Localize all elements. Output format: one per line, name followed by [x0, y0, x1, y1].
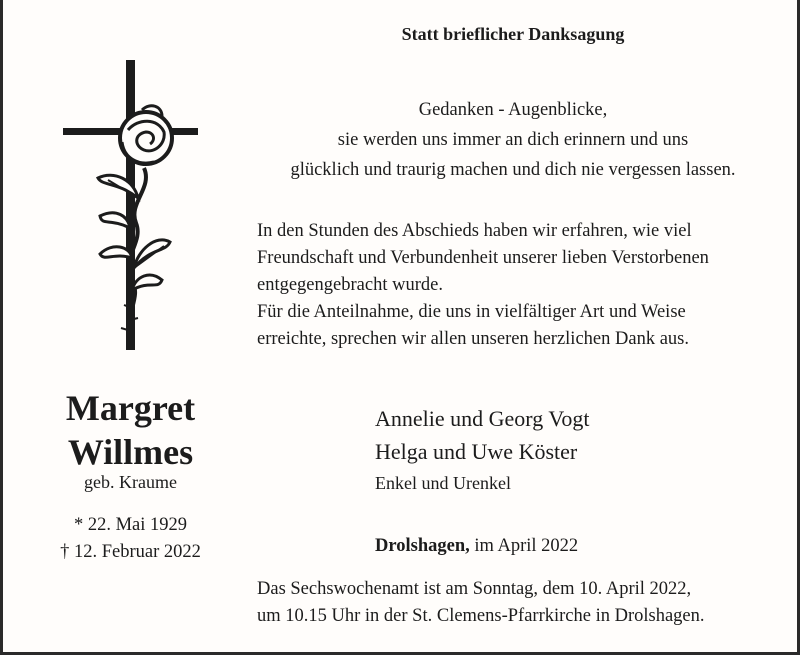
deceased-first-name: Margret [65, 388, 196, 428]
poem-line: glücklich und traurig machen und dich nie vergessen lassen. [290, 160, 736, 180]
poem-line: Gedanken - Augenblicke, [418, 100, 608, 120]
poem-line: sie werden uns immer an dich erinnern und uns [337, 130, 689, 150]
birth-date: * 22. Mai 1929 [73, 515, 188, 535]
deceased-last-name: Willmes [67, 432, 194, 472]
life-dates [23, 512, 238, 566]
thanks-line: In den Stunden des Abschieds haben wir erfahren, wie viel [257, 221, 692, 241]
mourner-line: Helga und Uwe Köster [375, 439, 578, 464]
service-line: Das Sechswochenamt ist am Sonntag, dem 10. April 2022, [257, 579, 692, 599]
place-month: im April 2022 [469, 536, 579, 556]
mourner-line: Enkel und Urenkel [375, 473, 511, 493]
thanks-line: entgegengebracht wurde. [257, 275, 443, 295]
place-date [375, 536, 578, 557]
thanks-line: Für die Anteilnahme, die uns in vielfältiger Art und Weise [257, 302, 686, 322]
poem [233, 95, 793, 185]
heading: Statt brieflicher Danksagung [401, 24, 625, 44]
place-town: Drolshagen, [375, 536, 470, 556]
mourners [375, 402, 775, 498]
cross-with-rose-icon [58, 58, 203, 353]
thanks-text [257, 218, 787, 353]
thanks-line: erreichte, sprechen wir allen unseren herzlichen Dank aus. [257, 329, 689, 349]
deceased-name [23, 386, 238, 474]
death-date: † 12. Februar 2022 [60, 542, 201, 562]
service-notice [257, 576, 787, 630]
mourner-line: Annelie und Georg Vogt [375, 406, 590, 431]
thanks-line: Freundschaft und Verbundenheit unserer lieben Verstorbenen [257, 248, 709, 268]
service-line: um 10.15 Uhr in der St. Clemens-Pfarrkirche in Drolshagen. [257, 606, 705, 626]
birth-name: geb. Kraume [84, 472, 177, 492]
